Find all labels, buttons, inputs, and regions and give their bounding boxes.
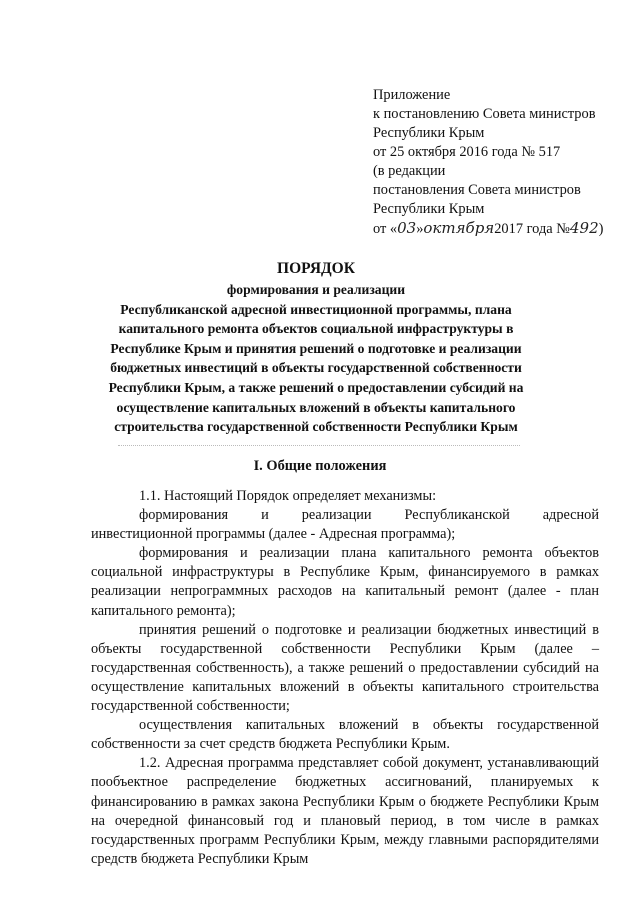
- date-year: 2017 года №: [494, 221, 570, 237]
- paragraph: формирования и реализации плана капитального ремонта объектов социальной инфраструктуры в Республике Крым, финансируемого в рамках реализации непрограммных расходов на капитальный ремонт (далее - план капитального ремонта);: [91, 545, 599, 619]
- word: и: [261, 507, 269, 524]
- word: реализации: [301, 507, 372, 524]
- paragraph: 1.2. Адресная программа представляет собой документ, устанавливающий пообъектное распределение бюджетных ассигнований, планируемых к финансированию в рамках закона Республики Крым о бюджете Республики Крым на очередной финансовый год и плановый период, в том числе в рамках государственных программ Республики Крым, между главными распорядителями средств бюджета Республики Крым: [91, 755, 599, 867]
- header-line: Приложение: [373, 87, 451, 103]
- paragraph: 1.1. Настоящий Порядок определяет механизмы:: [139, 488, 437, 504]
- title-line: Республике Крым и принятия решений о подготовке и реализации: [110, 340, 522, 356]
- title-line: капитального ремонта объектов социальной инфраструктуры в: [118, 321, 514, 337]
- approval-header: [373, 86, 635, 239]
- title-line: осуществление капитальных вложений в объекты капитального: [116, 399, 516, 415]
- header-line: Республики Крым: [373, 201, 485, 217]
- document-body: [91, 487, 599, 869]
- header-line: от 25 октября 2016 года № 517: [373, 144, 561, 160]
- header-line: к постановлению Совета министров: [373, 106, 596, 122]
- date-suffix: ): [598, 221, 604, 237]
- word: формирования: [139, 507, 229, 524]
- word: Республиканской: [404, 507, 510, 524]
- header-line: Республики Крым: [373, 125, 485, 141]
- title-main: ПОРЯДОК: [277, 260, 355, 277]
- title-line: формирования и реализации: [226, 282, 406, 297]
- title-line: бюджетных инвестиций в объекты государственной собственности: [110, 360, 522, 376]
- paragraph: инвестиционной программы (далее - Адресная программа);: [91, 526, 456, 543]
- document-title: [96, 258, 536, 437]
- section-heading: I. Общие положения: [253, 458, 387, 474]
- word: адресной: [542, 507, 599, 524]
- title-line: Республиканской адресной инвестиционной программы, плана: [120, 301, 512, 317]
- date-prefix: от «: [373, 221, 398, 237]
- amendment-date-line: [373, 219, 635, 239]
- paragraph-first-line: [91, 506, 599, 525]
- handwritten-number: 492: [569, 219, 599, 237]
- title-line: Республики Крым, а также решений о предоставлении субсидий на: [108, 379, 524, 395]
- title-line: строительства государственной собственности Республики Крым: [114, 419, 518, 435]
- date-sep: »: [416, 221, 424, 237]
- paragraph: принятия решений о подготовке и реализации бюджетных инвестиций в объекты государственной собственности Республики Крым (далее – государственная собственность), а также решений о предоставлении субсидий на осуществление капитальных вложений в объекты капитального строительства государственной собственности;: [91, 621, 599, 715]
- scan-artifact-divider: [118, 445, 520, 447]
- handwritten-day: 03: [397, 219, 417, 237]
- header-line: постановления Совета министров: [373, 182, 581, 198]
- header-line: (в редакции: [373, 163, 446, 179]
- paragraph: осуществления капитальных вложений в объекты государственной собственности за счет средств бюджета Республики Крым.: [91, 717, 599, 753]
- handwritten-month: октября: [423, 219, 495, 237]
